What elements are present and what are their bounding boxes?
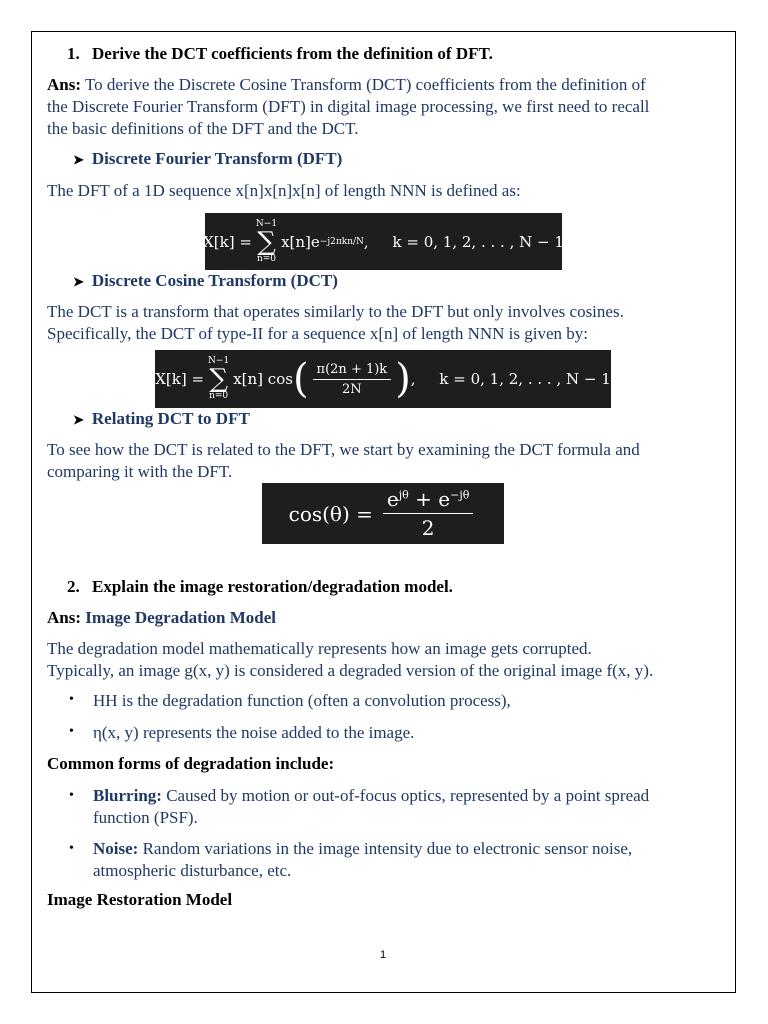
dct-equation: X[k] = N−1 ∑ n=0 x[n] cos ( $\frac{\pi(2n + 1)k}{2N}$ ) , k = 0, 1, 2, . . . , N − 1 [155,350,611,408]
form-desc-line2: function (PSF). [93,808,198,827]
dft-sum-top: N−1 [255,218,278,229]
q1-intro-line1: To derive the Discrete Cosine Transform (DCT) coefficients from the definition of [81,75,646,94]
form-term: Noise: [93,839,139,858]
subheading-relating [73,409,250,429]
dct-fraction [313,362,392,397]
q2-answer-heading [47,608,276,628]
dft-eq-tail: , k = 0, 1, 2, . . . , N − 1 [363,232,564,251]
bullet-dot-icon: • [69,692,74,707]
subheading-relating-label: Relating DCT to DFT [91,409,250,428]
bullet-dot-icon: • [69,724,74,739]
subheading-dft [73,149,342,169]
dct-eq-body: x[n] cos [233,370,293,388]
common-forms-heading: Common forms of degradation include: [47,754,335,773]
dft-equation [205,213,562,270]
form-item-noise [93,838,733,882]
dft-description: The DFT of a 1D sequence x[n]x[n]x[n] of length NNN is defined as: [47,181,521,200]
dct-sum-symbol: N−1 ∑ n=0 [208,356,230,401]
dft-eq-lhs: X[k] = [203,232,252,251]
arrow-bullet-icon: ➤ [73,274,84,289]
bullet-item: η(x, y) represents the noise added to the image. [93,723,415,742]
cos-frac-num: $e^{j\theta} + e^{-j\theta}$ [383,487,473,514]
question-1-title: Derive the DCT coefficients from the definition of DFT. [92,44,493,63]
question-2-number: 2. [67,577,80,596]
q2-line1: The degradation model mathematically represents how an image gets corrupted. [47,639,592,658]
cos-eq-lhs: cos(θ) = [288,501,373,526]
form-term: Blurring: [93,786,162,805]
q1-ans-label: Ans: [47,75,82,94]
question-1-heading [67,44,493,64]
dct-eq-tail: , k = 0, 1, 2, . . . , N − 1 [410,370,611,388]
q1-intro [47,74,727,140]
form-desc-line1: Random variations in the image intensity due to electronic sensor noise, [138,839,633,858]
relating-description [47,439,727,483]
q1-intro-line2: the Discrete Fourier Transform (DFT) in digital image processing, we first need to recall [47,97,650,116]
question-2-title: Explain the image restoration/degradation model. [92,577,453,596]
page-number: 1 [380,949,387,961]
q1-intro-line3: the basic definitions of the DFT and the DCT. [47,119,359,138]
arrow-bullet-icon: ➤ [73,412,84,427]
form-desc-line1: Caused by motion or out-of-focus optics, represented by a point spread [161,786,650,805]
q2-ans-title: Image Degradation Model [85,608,277,627]
dct-eq-lhs: X[k] = [155,370,205,388]
dft-eq-body: x[n]e [281,232,320,251]
question-1-number: 1. [67,44,80,63]
question-2-heading [67,577,453,597]
bullet-dot-icon: • [69,841,74,856]
cos-frac-den: 2 [421,516,435,540]
form-item-blurring [93,785,733,829]
dct-line1: The DCT is a transform that operates similarly to the DFT but only involves cosines. [47,302,624,321]
dft-sum-symbol: N−1 ∑ n=0 [255,218,278,264]
bullet-dot-icon: • [69,788,74,803]
bullet-item: HH is the degradation function (often a convolution process), [93,691,511,710]
form-desc-line2: atmospheric disturbance, etc. [93,861,292,880]
q2-ans-label: Ans: [47,608,82,627]
relating-line2: comparing it with the DFT. [47,462,233,481]
dct-sum-bottom: n=0 [209,391,229,401]
dct-description [47,301,727,345]
cos-equation [262,483,504,544]
dct-frac-num: π(2n + 1)k [313,362,392,380]
dct-sum-top: N−1 [208,356,230,366]
arrow-bullet-icon: ➤ [73,152,84,167]
dft-eq-exponent: −j2πkn/N [319,236,364,247]
subheading-dft-label: Discrete Fourier Transform (DFT) [91,149,343,168]
cos-fraction [383,487,473,540]
subheading-dct-label: Discrete Cosine Transform (DCT) [91,271,338,290]
dct-line2: Specifically, the DCT of type-II for a sequence x[n] of length NNN is given by: [47,324,589,343]
subheading-dct [73,271,338,291]
dft-sum-bottom: n=0 [256,253,277,264]
restoration-heading: Image Restoration Model [47,890,233,909]
q2-description [47,638,737,682]
dct-frac-den: 2N [342,381,362,397]
q2-line2: Typically, an image g(x, y) is considered a degraded version of the original image f(x, y). [47,661,654,680]
relating-line1: To see how the DCT is related to the DFT, we start by examining the DCT formula and [47,440,640,459]
